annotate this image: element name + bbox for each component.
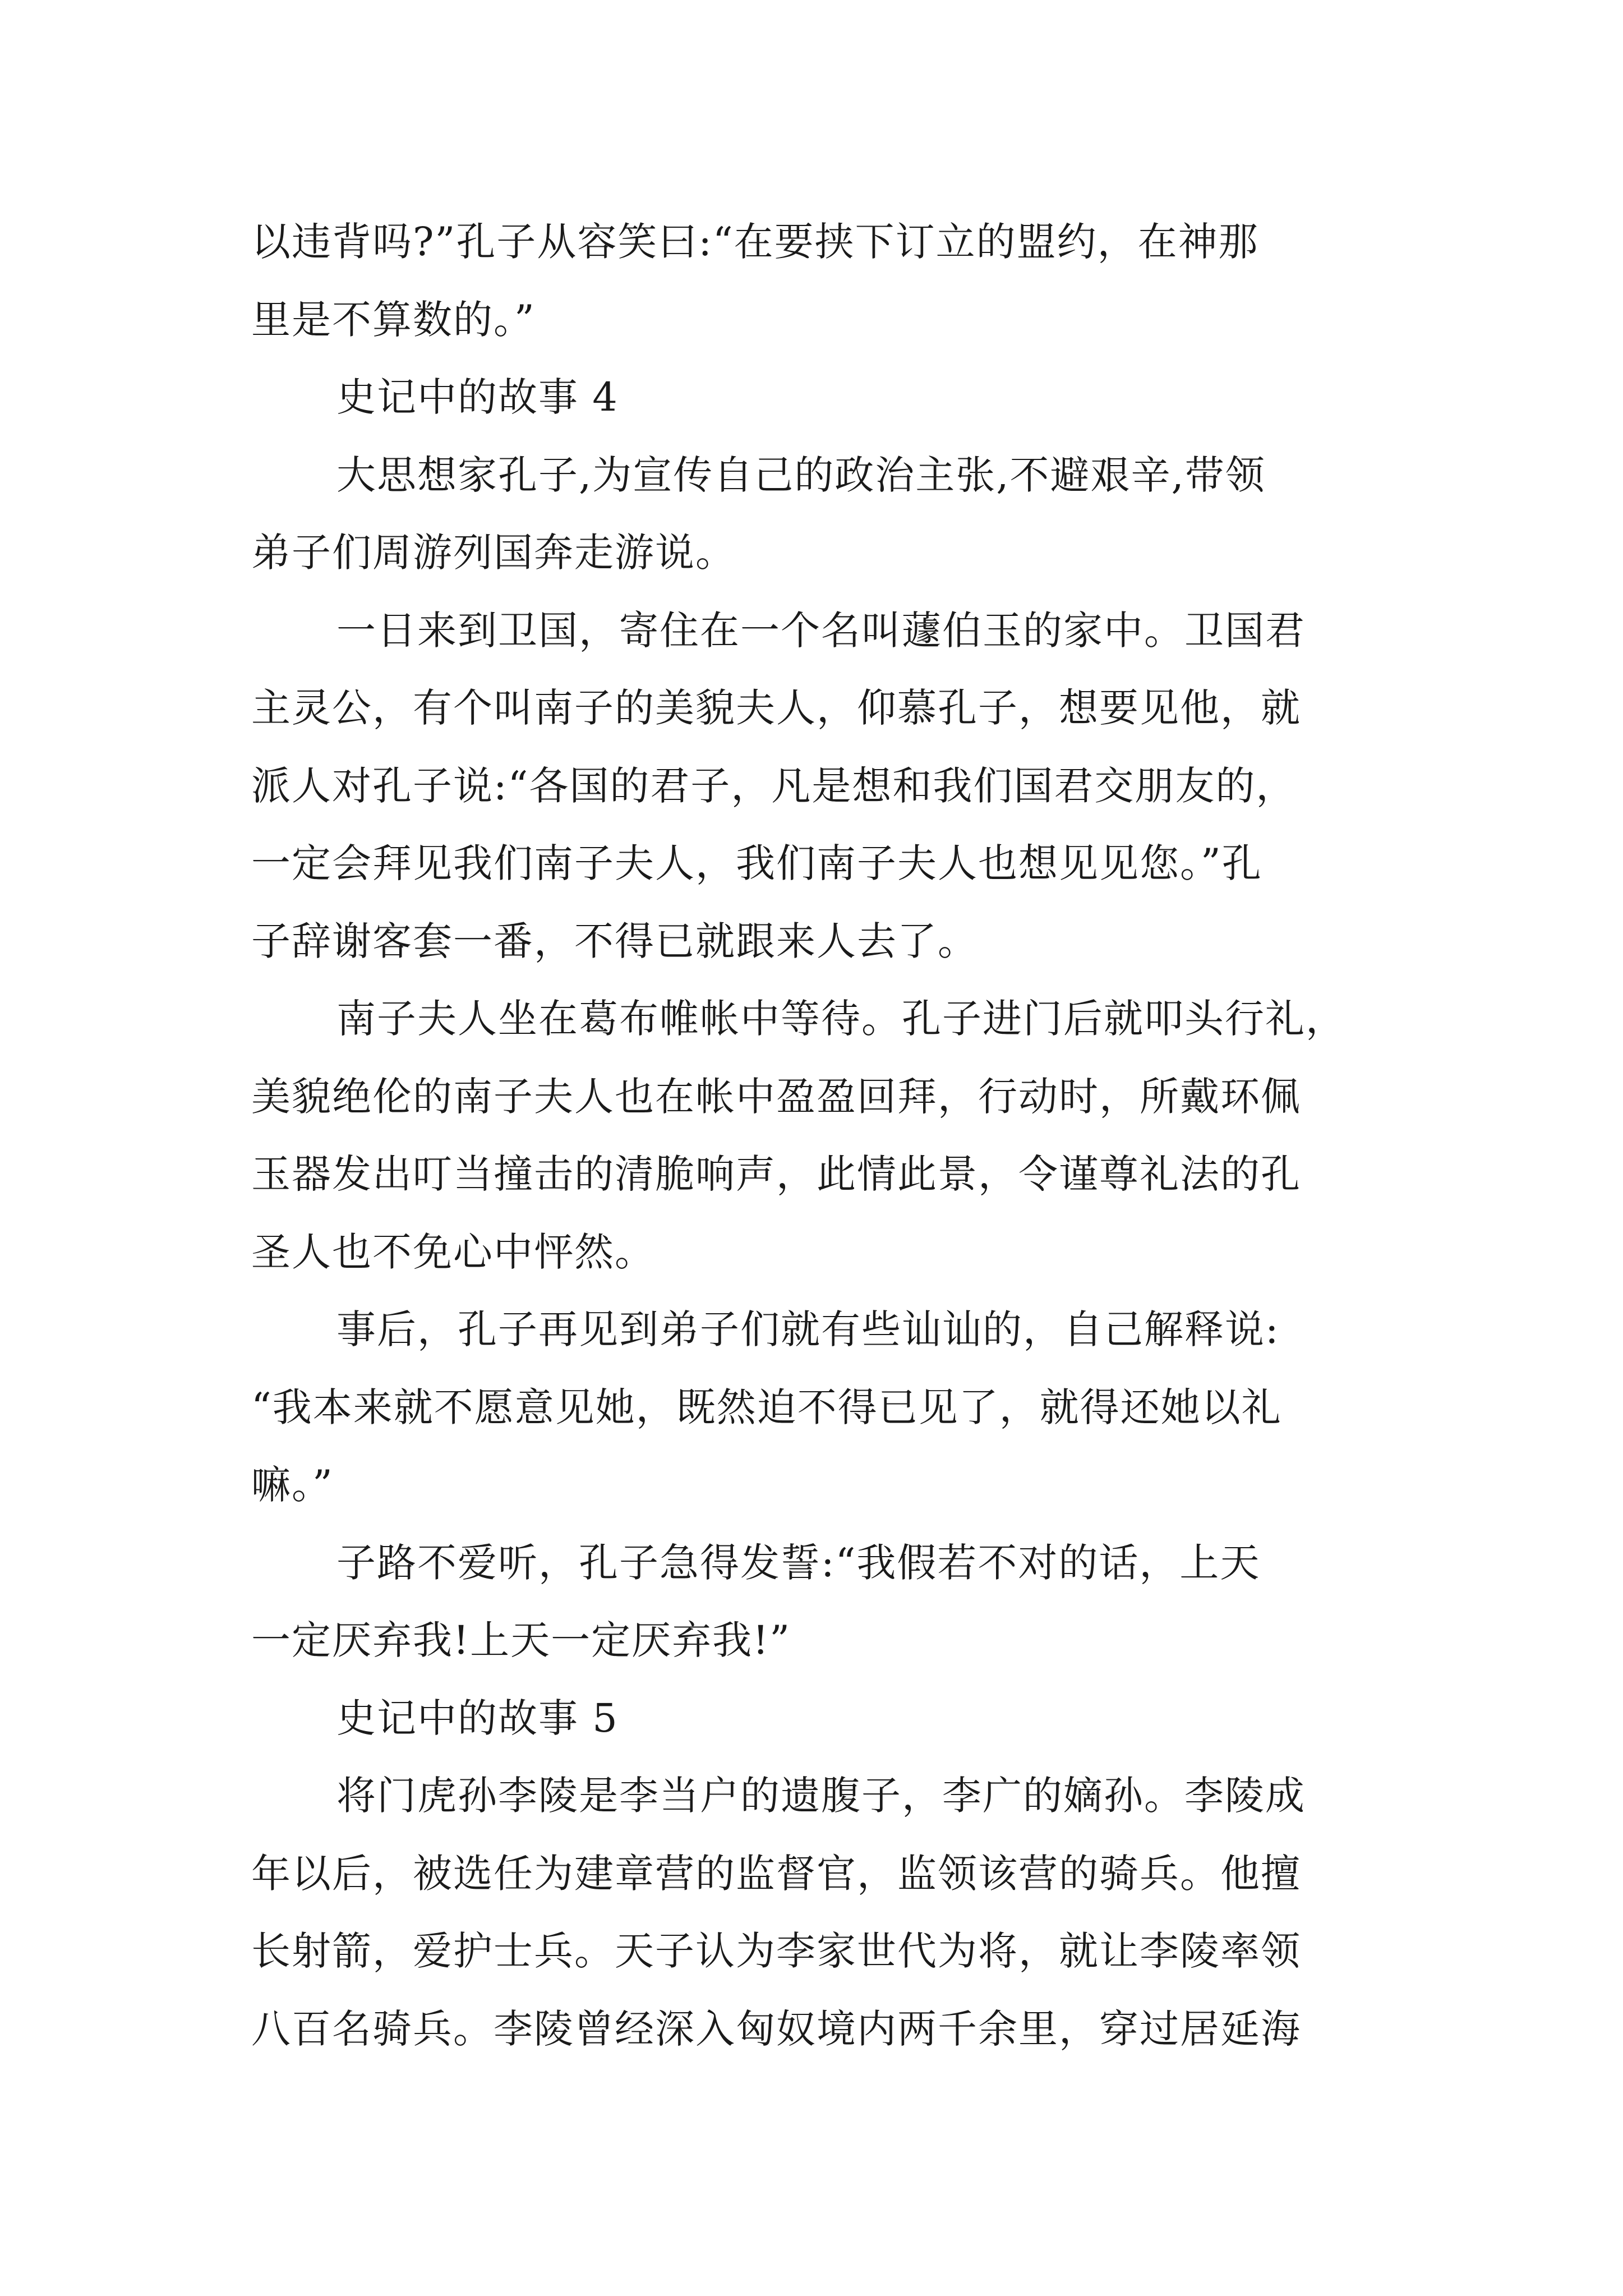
text-line: 圣人也不免心中怦然。 [251,1228,655,1275]
text-line: 子辞谢客套一番，不得已就跟来人去了。 [251,918,978,964]
section-heading [251,1680,1378,1757]
text-line: 美貌绝伦的南子夫人也在帐中盈盈回拜，行动时，所戴环佩 [251,1073,1301,1120]
text-line: 一定厌弃我!上天一定厌弃我!” [251,1617,791,1663]
heading-text: 史记中的故事 5 [336,1695,619,1741]
paragraph [251,592,1378,981]
text-line: 南子夫人坐在葛布帷帐中等待。孔子进门后就叩头行礼， [336,996,1346,1042]
text-line: 事后，孔子再见到弟子们就有些讪讪的，自己解释说: [336,1306,1280,1352]
text-line: 主灵公，有个叫南子的美貌夫人，仰慕孔子，想要见他，就 [251,685,1301,731]
text-line: “我本来就不愿意见她，既然迫不得已见了，就得还她以礼 [251,1384,1282,1430]
text-line: 里是不算数的。” [251,296,536,343]
text-line: 年以后，被选任为建章营的监督官，监领该营的骑兵。他擅 [251,1850,1301,1897]
text-line: 大思想家孔子,为宣传自己的政治主张,不避艰辛,带领 [336,452,1266,498]
text-line: 长射箭，爱护士兵。天子认为李家世代为将，就让李陵率领 [251,1928,1301,1974]
paragraph [251,980,1378,1291]
text-line: 一日来到卫国，寄住在一个名叫蘧伯玉的家中。卫国君 [336,607,1306,654]
paragraph [251,203,1378,358]
text-line: 玉器发出叮当撞击的清脆响声，此情此景，令谨尊礼法的孔 [251,1151,1301,1197]
text-line: 将门虎孙李陵是李当户的遗腹子，李广的嫡孙。李陵成 [336,1773,1306,1819]
text-line: 嘛。” [251,1462,334,1508]
paragraph [251,1757,1378,2068]
heading-text: 史记中的故事 4 [336,374,619,420]
section-heading [251,358,1378,436]
text-line: 一定会拜见我们南子夫人，我们南子夫人也想见见您。”孔 [251,840,1262,886]
text-line: 子路不爱听，孔子急得发誓:“我假若不对的话，上天 [336,1539,1261,1586]
text-line: 派人对孔子说:“各国的君子，凡是想和我们国君交朋友的， [251,762,1297,809]
paragraph [251,1524,1378,1680]
text-line: 以违背吗?”孔子从容笑曰:“在要挟下订立的盟约，在神那 [251,219,1259,265]
document-body [251,203,1378,2068]
text-line: 八百名骑兵。李陵曾经深入匈奴境内两千余里，穿过居延海 [251,2005,1301,2052]
paragraph [251,1291,1378,1524]
paragraph [251,436,1378,592]
text-line: 弟子们周游列国奔走游说。 [251,530,736,576]
